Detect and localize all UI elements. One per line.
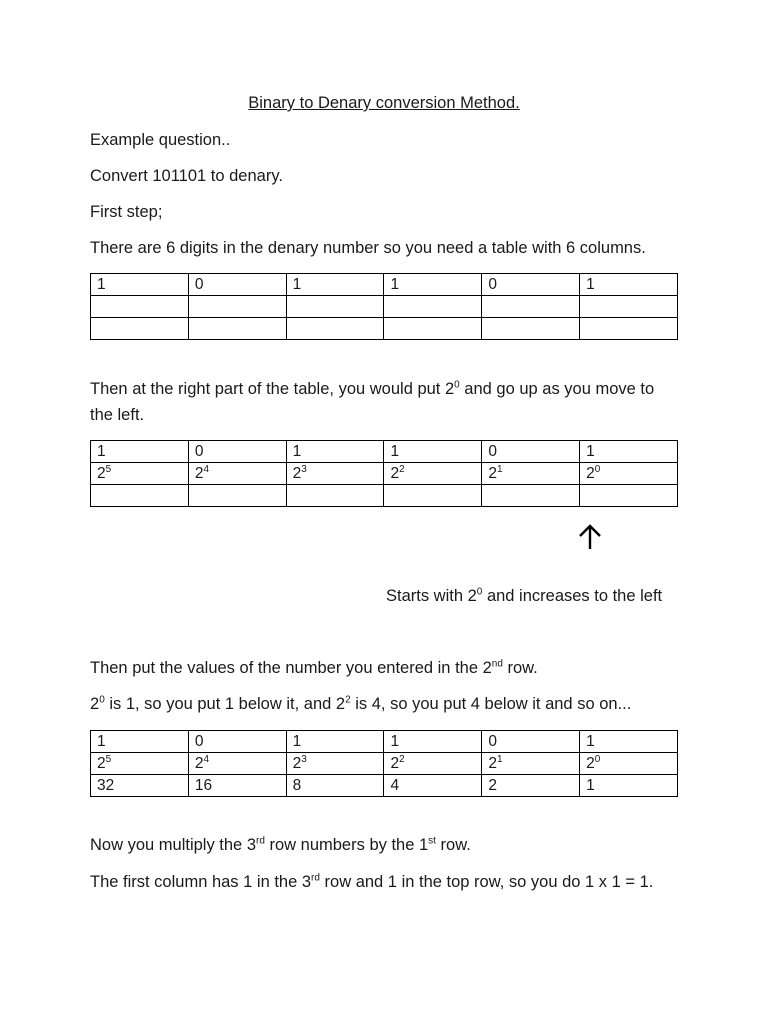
table-row (91, 441, 678, 463)
power-base: 2 (194, 755, 204, 772)
table-cell: 1 (580, 731, 678, 753)
text-run: is 4, so you put 4 below it and so on... (350, 695, 632, 713)
up-arrow-icon (577, 523, 603, 551)
table-cell: 0 (482, 731, 580, 753)
power-cell (482, 753, 580, 775)
text-run: The first column has 1 in the 3 (90, 873, 312, 891)
power-base: 2 (390, 755, 400, 772)
first-column-paragraph (90, 873, 653, 892)
power-cell (482, 463, 580, 485)
power-cell (188, 753, 286, 775)
text-run: and go up as you move to (459, 380, 655, 398)
document-title: Binary to Denary conversion Method. (248, 94, 520, 112)
table-cell: 0 (188, 441, 286, 463)
power-exponent: 0 (594, 753, 601, 765)
power-cell (384, 753, 482, 775)
table-cell: 0 (188, 731, 286, 753)
power-exponent: 3 (301, 463, 307, 475)
superscript: 2 (345, 694, 351, 706)
table-cell: 1 (286, 441, 384, 463)
table-row (91, 318, 678, 340)
table-cell (286, 318, 384, 340)
example-values-paragraph (90, 695, 631, 714)
power-base: 2 (586, 755, 595, 772)
table-cell: 1 (286, 274, 384, 296)
text-run: Starts with 2 (386, 587, 477, 605)
table-cell (384, 318, 482, 340)
table-cell: 16 (188, 775, 286, 797)
table-cell: 32 (91, 775, 189, 797)
superscript: 0 (476, 586, 483, 598)
powers-paragraph-line1 (90, 380, 654, 399)
table-row (91, 485, 678, 507)
power-cell (580, 753, 678, 775)
power-base: 2 (292, 465, 302, 482)
superscript: nd (491, 658, 503, 670)
text-run: row and 1 in the top row, so you do 1 x 1 = 1. (319, 873, 654, 891)
power-exponent: 4 (203, 463, 210, 475)
power-exponent: 0 (594, 463, 601, 475)
power-base: 2 (97, 755, 106, 772)
table-cell: 0 (188, 274, 286, 296)
table-powers (90, 440, 678, 507)
convert-instruction: Convert 101101 to denary. (90, 167, 283, 185)
table-cell (286, 485, 384, 507)
superscript: rd (256, 835, 265, 847)
table-cell (580, 318, 678, 340)
table-cell (384, 485, 482, 507)
power-cell (91, 463, 189, 485)
power-exponent: 1 (496, 463, 503, 475)
table-cell (482, 485, 580, 507)
power-base: 2 (488, 755, 497, 772)
table-cell: 1 (580, 441, 678, 463)
table-cell: 1 (580, 274, 678, 296)
text-run: Then at the right part of the table, you would put 2 (90, 380, 455, 398)
power-base: 2 (97, 465, 106, 482)
power-base: 2 (194, 465, 204, 482)
text-run: row numbers by the 1 (264, 836, 429, 854)
table-cell: 0 (482, 441, 580, 463)
text-run: is 1, so you put 1 below it, and 2 (104, 695, 346, 713)
table-row (91, 753, 678, 775)
table-cell: 1 (91, 731, 189, 753)
table-cell (482, 318, 580, 340)
power-exponent: 3 (301, 753, 307, 765)
digits-sentence: There are 6 digits in the denary number so you need a table with 6 columns. (90, 239, 646, 257)
power-cell (286, 753, 384, 775)
multiply-paragraph (90, 836, 471, 855)
example-label: Example question.. (90, 131, 231, 149)
superscript: rd (311, 872, 320, 884)
table-cell (91, 296, 189, 318)
table-cell: 8 (286, 775, 384, 797)
table-values (90, 730, 678, 797)
power-base: 2 (390, 465, 400, 482)
superscript: st (428, 835, 436, 847)
table-cell (188, 318, 286, 340)
power-base: 2 (586, 465, 595, 482)
table-cell: 1 (384, 731, 482, 753)
table-cell (384, 296, 482, 318)
table-cell (188, 485, 286, 507)
power-base: 2 (488, 465, 497, 482)
table-cell (91, 485, 189, 507)
table-cell: 1 (91, 274, 189, 296)
text-run: Then put the values of the number you entered in the 2 (90, 659, 492, 677)
superscript: 0 (99, 694, 105, 706)
table-cell: 1 (384, 274, 482, 296)
table-cell (91, 318, 189, 340)
table-cell (482, 296, 580, 318)
powers-paragraph-line2: the left. (90, 406, 145, 424)
power-cell (91, 753, 189, 775)
table-cell (580, 296, 678, 318)
superscript: 0 (454, 379, 460, 391)
power-cell (384, 463, 482, 485)
table-cell: 1 (91, 441, 189, 463)
power-exponent: 5 (105, 463, 112, 475)
text-run: and increases to the left (482, 587, 663, 605)
table-cell (286, 296, 384, 318)
table-row (91, 463, 678, 485)
values-paragraph (90, 659, 538, 678)
power-cell (188, 463, 286, 485)
table-cell (580, 485, 678, 507)
table-cell (188, 296, 286, 318)
arrow-caption (386, 587, 662, 606)
table-row (91, 775, 678, 797)
power-exponent: 2 (399, 753, 405, 765)
text-run: 2 (90, 695, 100, 713)
table-cell: 1 (286, 731, 384, 753)
table-cell: 1 (384, 441, 482, 463)
power-cell (286, 463, 384, 485)
table-empty-columns (90, 273, 678, 340)
power-exponent: 5 (105, 753, 112, 765)
table-cell: 4 (384, 775, 482, 797)
first-step-label: First step; (90, 203, 163, 221)
text-run: row. (435, 836, 471, 854)
table-cell: 0 (482, 274, 580, 296)
table-row (91, 296, 678, 318)
power-exponent: 2 (399, 463, 405, 475)
power-base: 2 (292, 755, 302, 772)
table-row (91, 731, 678, 753)
power-exponent: 1 (496, 753, 503, 765)
power-exponent: 4 (203, 753, 210, 765)
table-cell: 1 (580, 775, 678, 797)
table-row (91, 274, 678, 296)
text-run: Now you multiply the 3 (90, 836, 256, 854)
text-run: row. (502, 659, 538, 677)
table-cell: 2 (482, 775, 580, 797)
power-cell (580, 463, 678, 485)
